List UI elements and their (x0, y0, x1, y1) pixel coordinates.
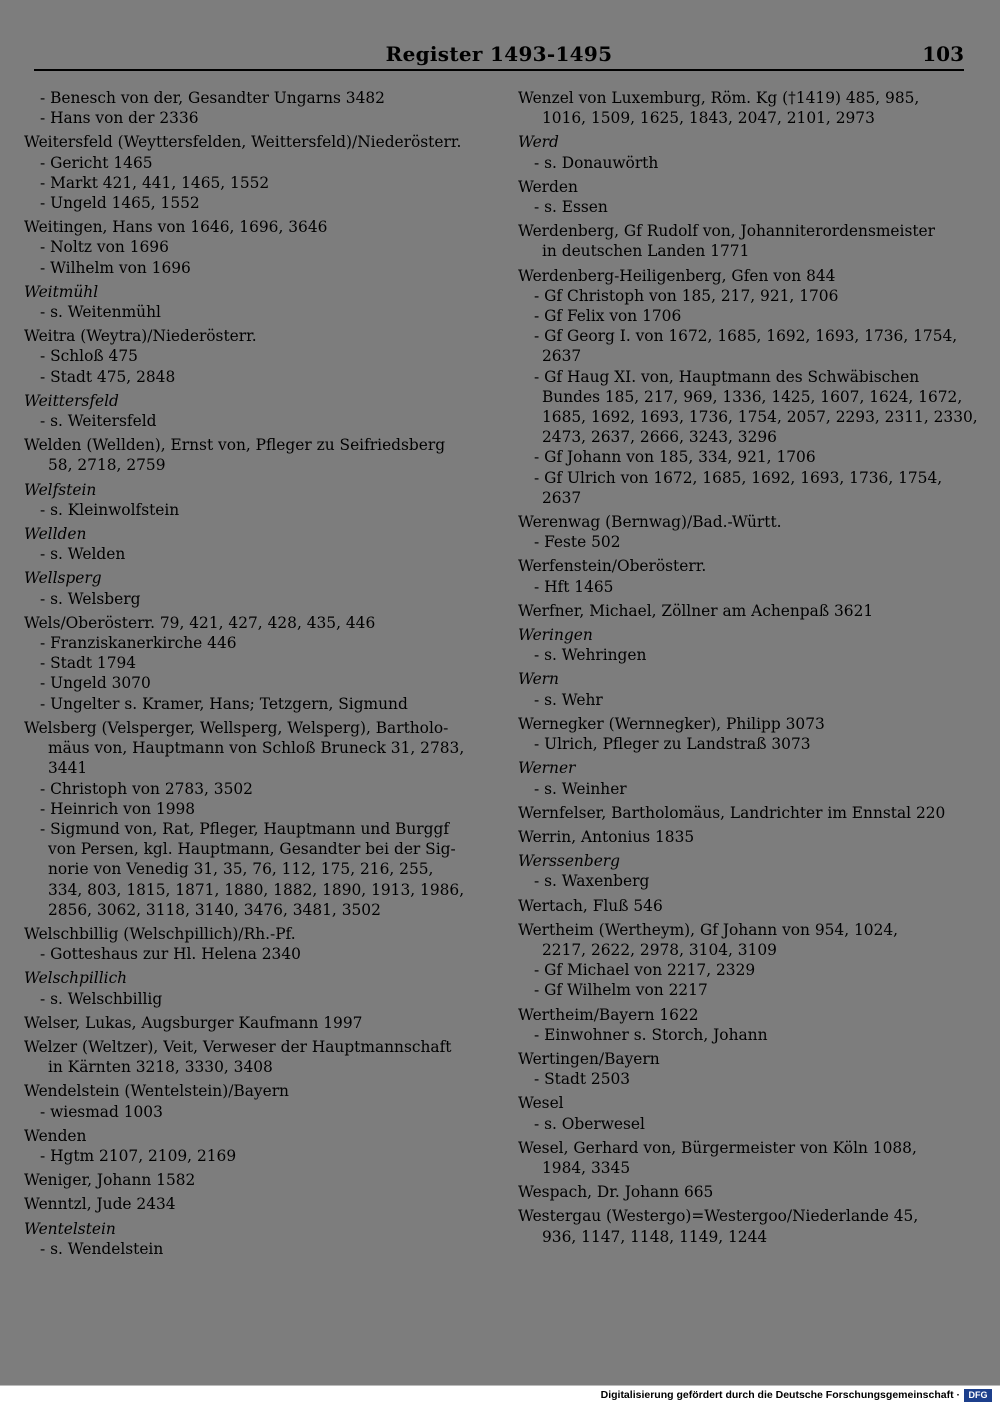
index-entry (518, 266, 978, 508)
entry-line: 2637 (542, 488, 582, 507)
entry-line: 2473, 2637, 2666, 3243, 3296 (542, 428, 777, 447)
index-entry (518, 625, 970, 665)
index-entry (518, 221, 970, 261)
entry-line: - Gf Michael von 2217, 2329 (534, 961, 756, 980)
entry-line: 936, 1147, 1148, 1149, 1244 (542, 1227, 768, 1246)
entry-heading: Westergau (Westergo)=Westergoo/Niederlande 45, (518, 1207, 919, 1226)
entry-line: - s. Welden (40, 545, 126, 564)
entry-line: - s. Weitenmühl (40, 303, 161, 322)
right-column (518, 88, 978, 1251)
index-entry (518, 827, 970, 847)
entry-heading: Werfner, Michael, Zöllner am Achenpaß 3621 (518, 601, 874, 620)
index-entry (518, 177, 970, 217)
entry-line: - s. Weitersfeld (40, 412, 157, 431)
index-entry (518, 512, 970, 552)
entry-line: - s. Essen (534, 198, 608, 217)
entry-heading: Welsberg (Velsperger, Wellsperg, Welsperg), Bartholo- (24, 718, 449, 737)
entry-line: - s. Wehr (534, 690, 603, 709)
entry-heading: Wenden (24, 1126, 87, 1145)
page-title: Register 1493-1495 (385, 42, 613, 66)
entry-heading: Weitmühl (24, 282, 99, 301)
entry-line: - Stadt 1794 (40, 654, 137, 673)
entry-line: - Ungeld 1465, 1552 (40, 194, 200, 213)
entry-heading: Wesel, Gerhard von, Bürgermeister von Köln 1088, (518, 1138, 917, 1157)
entry-line: 1685, 1692, 1693, 1736, 1754, 2057, 2293, 2311, 2330, (542, 408, 978, 427)
entry-heading: Werdenberg-Heiligenberg, Gfen von 844 (518, 266, 836, 285)
entry-line: 2637 (542, 347, 582, 366)
entry-line: - Franziskanerkirche 446 (40, 634, 237, 653)
index-entry (518, 803, 970, 823)
entry-line: Bundes 185, 217, 969, 1336, 1425, 1607, 1624, 1672, (542, 387, 963, 406)
entry-line: - s. Donauwörth (534, 153, 659, 172)
entry-line: - Gf Georg I. von 1672, 1685, 1692, 1693, 1736, 1754, (534, 327, 958, 346)
entry-line: 1984, 3345 (542, 1158, 631, 1177)
index-entry (24, 718, 476, 920)
entry-line: - Feste 502 (534, 533, 621, 552)
index-entry (518, 714, 970, 754)
entry-heading: Wesel (518, 1094, 564, 1113)
entry-line: - wiesmad 1003 (40, 1102, 163, 1121)
index-entry (518, 920, 970, 1001)
index-entry (24, 524, 476, 564)
index-entry (24, 613, 476, 714)
entry-line: - Hgtm 2107, 2109, 2169 (40, 1146, 237, 1165)
index-entry (24, 326, 476, 387)
index-entry (24, 88, 476, 128)
entry-line: - Ulrich, Pfleger zu Landstraß 3073 (534, 735, 811, 754)
entry-heading: Welser, Lukas, Augsburger Kaufmann 1997 (24, 1013, 363, 1032)
entry-line: - Heinrich von 1998 (40, 799, 196, 818)
entry-heading: Weittersfeld (24, 391, 119, 410)
entry-line: - s. Oberwesel (534, 1114, 645, 1133)
dfg-logo: DFG (964, 1389, 992, 1402)
entry-line: - Markt 421, 441, 1465, 1552 (40, 173, 270, 192)
index-entry (24, 132, 476, 213)
entry-heading: Weniger, Johann 1582 (24, 1171, 196, 1190)
entry-line: - Stadt 475, 2848 (40, 367, 176, 386)
index-entry (518, 1138, 970, 1178)
entry-line: - s. Wehringen (534, 646, 647, 665)
entry-line: - Christoph von 2783, 3502 (40, 779, 253, 798)
entry-line: - Gf Felix von 1706 (534, 307, 682, 326)
entry-line: - Benesch von der, Gesandter Ungarns 3482 (40, 89, 385, 107)
entry-line: - s. Welsberg (40, 589, 141, 608)
left-column (24, 88, 476, 1263)
index-entry (24, 1219, 476, 1259)
index-entry (518, 896, 970, 916)
index-entry (518, 1093, 970, 1133)
entry-line: - Hans von der 2336 (40, 109, 199, 128)
entry-line: - Einwohner s. Storch, Johann (534, 1025, 768, 1044)
entry-heading: Wernfelser, Bartholomäus, Landrichter im Ennstal 220 (518, 803, 946, 822)
entry-line: - Stadt 2503 (534, 1070, 631, 1089)
index-entry (518, 88, 970, 128)
entry-heading: Werrin, Antonius 1835 (518, 827, 695, 846)
entry-heading: Werenwag (Bernwag)/Bad.-Württ. (518, 513, 782, 532)
entry-heading: Wern (518, 670, 559, 689)
entry-line: 2856, 3062, 3118, 3140, 3476, 3481, 3502 (48, 900, 381, 919)
index-entry (518, 669, 970, 709)
entry-heading: Wertheim (Wertheym), Gf Johann von 954, 1024, (518, 920, 899, 939)
entry-line: - s. Weinher (534, 779, 627, 798)
index-entry (518, 1005, 970, 1045)
entry-heading: Werner (518, 759, 576, 778)
index-entry (518, 1182, 970, 1202)
entry-line: - Ungelter s. Kramer, Hans; Tetzgern, Sigmund (40, 694, 408, 713)
entry-line: 2217, 2622, 2978, 3104, 3109 (542, 940, 777, 959)
footer-credit: Digitalisierung gefördert durch die Deutsche Forschungsgemeinschaft · (600, 1389, 960, 1401)
index-entry (24, 1081, 476, 1121)
entry-heading: Wendelstein (Wentelstein)/Bayern (24, 1082, 289, 1101)
entry-line: in deutschen Landen 1771 (542, 242, 750, 261)
index-entry (24, 1126, 476, 1166)
entry-line: in Kärnten 3218, 3330, 3408 (48, 1058, 273, 1077)
entry-line: - Wilhelm von 1696 (40, 258, 191, 277)
index-entry (24, 1194, 476, 1214)
index-entry (518, 1049, 970, 1089)
entry-line: - Hft 1465 (534, 577, 614, 596)
entry-heading: Weitra (Weytra)/Niederösterr. (24, 327, 257, 346)
entry-heading: Welschpillich (24, 969, 128, 988)
index-entry (518, 851, 970, 891)
entry-heading: Welzer (Weltzer), Veit, Verweser der Hauptmannschaft (24, 1037, 452, 1056)
entry-heading: Wenntzl, Jude 2434 (24, 1195, 176, 1214)
entry-heading: Werfenstein/Oberösterr. (518, 557, 707, 576)
index-entry (518, 132, 970, 172)
entry-heading: Werssenberg (518, 852, 621, 871)
entry-line: - Gericht 1465 (40, 153, 153, 172)
entry-heading: Weitersfeld (Weyttersfelden, Weittersfeld)/Niederösterr. (24, 133, 462, 152)
entry-heading: Wels/Oberösterr. 79, 421, 427, 428, 435, 446 (24, 613, 376, 632)
entry-line: - Gotteshaus zur Hl. Helena 2340 (40, 945, 301, 964)
index-entry (24, 1170, 476, 1190)
entry-line: - Gf Haug XI. von, Hauptmann des Schwäbischen (534, 367, 920, 386)
index-entry (24, 1037, 476, 1077)
entry-heading: Werden (518, 177, 578, 196)
index-entry (518, 758, 970, 798)
footer-bar (0, 1385, 1000, 1406)
entry-heading: Werdenberg, Gf Rudolf von, Johanniterordensmeister (518, 222, 936, 241)
index-entry (24, 217, 476, 278)
entry-line: - Sigmund von, Rat, Pfleger, Hauptmann und Burggf (40, 819, 450, 838)
entry-heading: Wertingen/Bayern (518, 1049, 660, 1068)
entry-line: 1016, 1509, 1625, 1843, 2047, 2101, 2973 (542, 109, 875, 128)
entry-line: - Gf Christoph von 185, 217, 921, 1706 (534, 286, 839, 305)
index-entry (24, 568, 476, 608)
header-rule (34, 69, 964, 71)
index-entry (518, 601, 970, 621)
entry-heading: Wertach, Fluß 546 (518, 896, 663, 915)
entry-heading: Wenzel von Luxemburg, Röm. Kg (†1419) 485, 985, (518, 89, 920, 107)
index-entry (24, 480, 476, 520)
index-entry (24, 435, 476, 475)
entry-heading: Wespach, Dr. Johann 665 (518, 1183, 714, 1202)
entry-heading: Welden (Wellden), Ernst von, Pfleger zu Seifriedsberg (24, 436, 446, 455)
index-entry (24, 924, 476, 964)
entry-heading: Welschbillig (Welschpillich)/Rh.-Pf. (24, 924, 296, 943)
entry-heading: Wertheim/Bayern 1622 (518, 1005, 699, 1024)
entry-line: - s. Waxenberg (534, 872, 650, 891)
entry-line: von Persen, kgl. Hauptmann, Gesandter bei der Sig- (48, 840, 456, 859)
entry-line: 3441 (48, 759, 88, 778)
index-entry (24, 968, 476, 1008)
entry-line: norie von Venedig 31, 35, 76, 112, 175, 216, 255, (48, 860, 434, 879)
entry-line: - Ungeld 3070 (40, 674, 151, 693)
entry-line: mäus von, Hauptmann von Schloß Bruneck 31, 2783, (48, 739, 465, 758)
entry-heading: Wellsperg (24, 569, 102, 588)
entry-line: - Gf Ulrich von 1672, 1685, 1692, 1693, 1736, 1754, (534, 468, 943, 487)
index-entry (518, 556, 970, 596)
index-entry (24, 391, 476, 431)
entry-line: - s. Welschbillig (40, 989, 163, 1008)
entry-line: - Noltz von 1696 (40, 238, 169, 257)
entry-line: 334, 803, 1815, 1871, 1880, 1882, 1890, 1913, 1986, (48, 880, 465, 899)
index-entry (518, 1206, 970, 1246)
entry-heading: Welfstein (24, 480, 97, 499)
entry-line: - Schloß 475 (40, 347, 138, 366)
entry-line: - Gf Johann von 185, 334, 921, 1706 (534, 448, 816, 467)
entry-heading: Weitingen, Hans von 1646, 1696, 3646 (24, 218, 328, 237)
entry-line: - s. Kleinwolfstein (40, 500, 180, 519)
entry-heading: Wellden (24, 525, 87, 544)
entry-heading: Wentelstein (24, 1219, 116, 1238)
page-number: 103 (922, 42, 964, 66)
entry-line: - s. Wendelstein (40, 1239, 164, 1258)
entry-heading: Werd (518, 133, 559, 152)
entry-line: - Gf Wilhelm von 2217 (534, 981, 708, 1000)
entry-line: 58, 2718, 2759 (48, 456, 166, 475)
index-entry (24, 1013, 476, 1033)
index-entry (24, 282, 476, 322)
page-header (34, 42, 964, 70)
entry-heading: Wernegker (Wernnegker), Philipp 3073 (518, 714, 825, 733)
entry-heading: Weringen (518, 626, 593, 645)
